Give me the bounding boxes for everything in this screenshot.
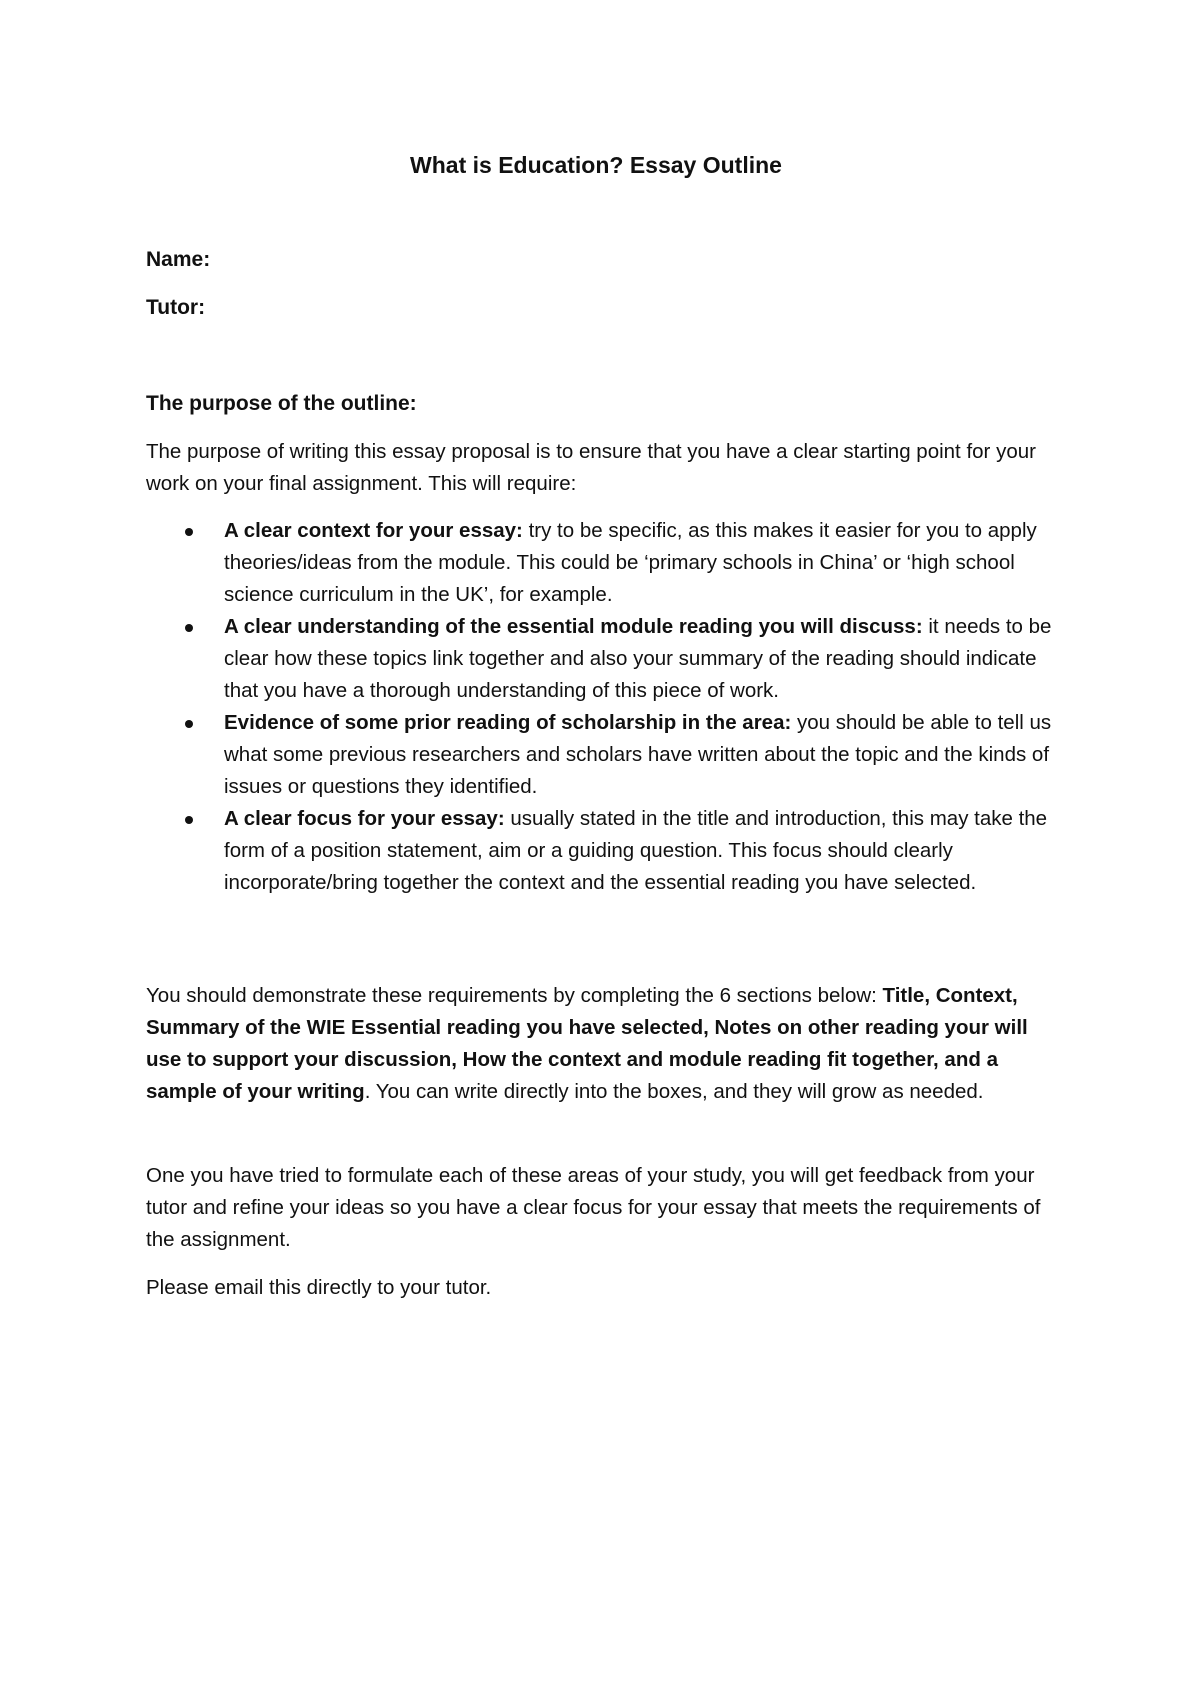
document-title: What is Education? Essay Outline bbox=[410, 152, 782, 178]
tutor-label: Tutor: bbox=[146, 296, 206, 319]
bullet-icon bbox=[185, 624, 193, 632]
sections-outro-text: . You can write directly into the boxes, and they will grow as needed. bbox=[364, 1080, 984, 1103]
bullet-icon bbox=[185, 720, 193, 728]
list-item bbox=[146, 707, 1066, 803]
list-item bbox=[146, 803, 1066, 899]
sections-paragraph bbox=[146, 980, 1066, 1108]
list-item bbox=[146, 611, 1066, 707]
list-item bbox=[146, 515, 1066, 611]
name-label: Name: bbox=[146, 248, 211, 271]
bullet-icon bbox=[185, 816, 193, 824]
requirement-text: it needs to be clear how these topics link together and also your summary of the reading should indicate that you have a thorough understanding of this piece of work. bbox=[224, 615, 1052, 702]
bullet-icon bbox=[185, 528, 193, 536]
requirement-title: A clear focus for your essay: bbox=[224, 807, 505, 830]
requirement-text: you should be able to tell us what some previous researchers and scholars have written about the topic and the kinds of issues or questions they identified. bbox=[224, 711, 1052, 798]
purpose-heading: The purpose of the outline: bbox=[146, 392, 417, 415]
email-instruction: Please email this directly to your tutor. bbox=[146, 1276, 492, 1299]
requirements-list bbox=[146, 515, 1066, 899]
sections-list-text: Title, Context, Summary of the WIE Essential reading you have selected, Notes on other reading your will use to support your discussion, How the context and module reading fit together, and a sample of your writing bbox=[146, 984, 1028, 1103]
requirement-title: A clear context for your essay: bbox=[224, 519, 523, 542]
requirement-text: try to be specific, as this makes it easier for you to apply theories/ideas from the module. This could be ‘primary schools in China’ or ‘high school science curriculum in the UK’, for example. bbox=[224, 519, 1037, 606]
requirement-title: A clear understanding of the essential module reading you will discuss: bbox=[224, 615, 923, 638]
requirement-title: Evidence of some prior reading of scholarship in the area: bbox=[224, 711, 792, 734]
feedback-paragraph: One you have tried to formulate each of these areas of your study, you will get feedback from your tutor and refine your ideas so you have a clear focus for your essay that meets the requirements of the assignment. bbox=[146, 1164, 1041, 1251]
sections-intro-text: You should demonstrate these requirements by completing the 6 sections below: bbox=[146, 984, 883, 1007]
intro-paragraph: The purpose of writing this essay proposal is to ensure that you have a clear starting point for your work on your final assignment. This will require: bbox=[146, 440, 1036, 495]
requirement-text: usually stated in the title and introduction, this may take the form of a position statement, aim or a guiding question. This focus should clearly incorporate/bring together the context and the essential reading you have selected. bbox=[224, 807, 1048, 894]
